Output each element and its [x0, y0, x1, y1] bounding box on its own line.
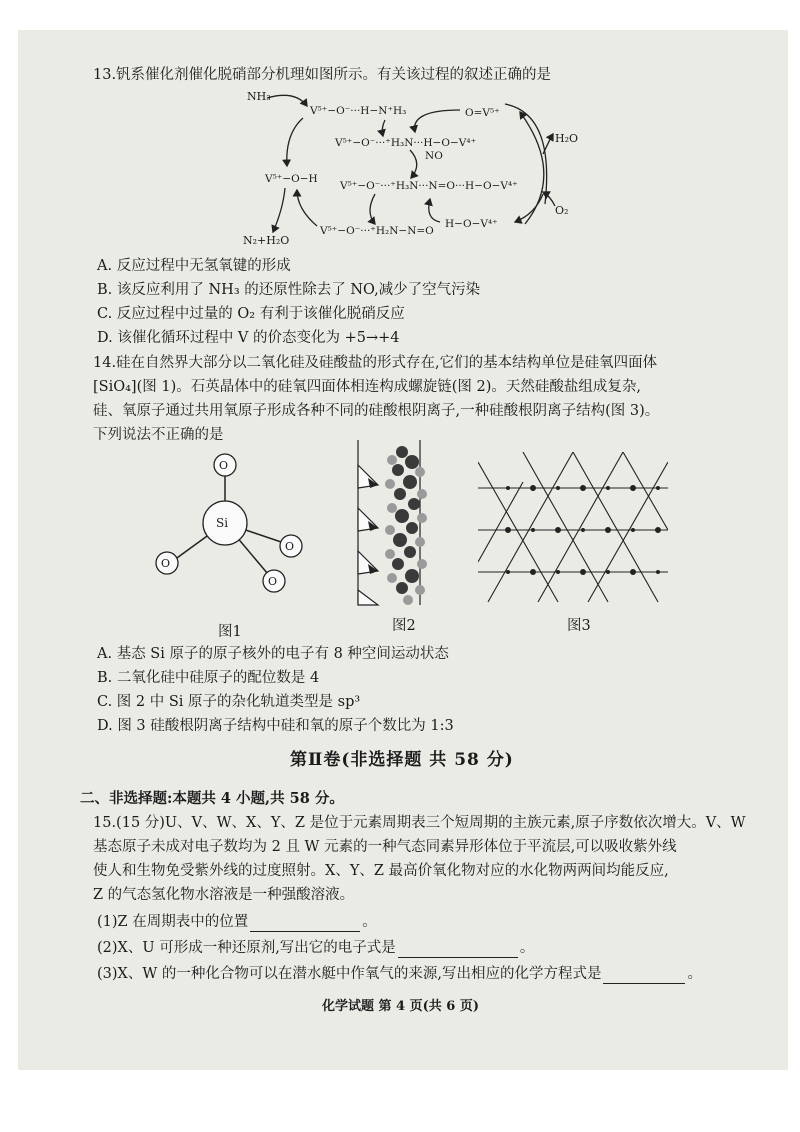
q15-part-2-end: 。 — [519, 940, 535, 956]
q13-option-d: D. 该催化循环过程中 V 的价态变化为 +5→+4 — [97, 330, 400, 346]
q15-part-1-blank[interactable] — [250, 917, 360, 932]
fig2-helical-chain — [350, 440, 460, 610]
section-2-title: 第Ⅱ卷(非选择题 共 58 分) — [290, 750, 514, 770]
q14-option-c: C. 图 2 中 Si 原子的杂化轨道类型是 sp³ — [97, 694, 361, 710]
q15-part-2-blank[interactable] — [398, 943, 518, 958]
q15-part-1-end: 。 — [362, 914, 377, 930]
svg-text:Si: Si — [216, 516, 229, 530]
q15-part-1 — [97, 912, 377, 932]
q14-stem-line-3: 硅、氧原子通过共用氧原子形成各种不同的硅酸根阴离子,一种硅酸根阴离子结构(图 3)。 — [93, 403, 660, 419]
fig1-caption: 图1 — [218, 624, 242, 640]
mech-species-1: V⁵⁺−O⁻···H−N⁺H₃ — [310, 105, 407, 117]
section-2-subtitle: 二、非选择题:本题共 4 小题,共 58 分。 — [80, 790, 344, 807]
svg-text:O: O — [161, 557, 171, 570]
fig3-silicate-network — [478, 452, 668, 612]
q15-line-1: 15.(15 分)U、V、W、X、Y、Z 是位于元素周期表三个短周期的主族元素,原子序数依次增大。V、W — [93, 815, 746, 831]
mech-o-v: O=V⁵⁺ — [465, 107, 500, 119]
fig1-sio4-tetrahedron — [140, 445, 320, 615]
svg-text:O: O — [285, 540, 295, 553]
mech-products: N₂+H₂O — [243, 234, 290, 247]
mech-left-species: V⁵⁺−O−H — [265, 173, 318, 185]
svg-text:O: O — [219, 459, 229, 472]
q15-part-2 — [97, 938, 534, 958]
q15-part-2-text: (2)X、U 可形成一种还原剂,写出它的电子式是 — [97, 940, 396, 956]
q15-line-3: 使人和生物免受紫外线的过度照射。X、Y、Z 最高价氧化物对应的水化物两两间均能反应, — [93, 863, 669, 879]
q15-line-4: Z 的气态氢化物水溶液是一种强酸溶液。 — [93, 887, 355, 903]
q15-part-3-blank[interactable] — [603, 969, 685, 984]
q13-option-c: C. 反应过程中过量的 O₂ 有利于该催化脱硝反应 — [97, 306, 405, 322]
page-footer: 化学试题 第 4 页(共 6 页) — [322, 999, 480, 1014]
mech-nh3: NH₃ — [247, 90, 271, 103]
q13-option-b: B. 该反应利用了 NH₃ 的还原性除去了 NO,减少了空气污染 — [97, 282, 481, 298]
q14-option-d: D. 图 3 硅酸根阴离子结构中硅和氧的原子个数比为 1:3 — [97, 718, 454, 734]
svg-text:O: O — [268, 575, 278, 588]
q13-mechanism-diagram — [225, 84, 595, 254]
q14-stem-line-2: [SiO₄](图 1)。石英晶体中的硅氧四面体相连构成螺旋链(图 2)。天然硅酸盐组成复杂, — [93, 379, 641, 395]
fig2-caption: 图2 — [392, 618, 416, 634]
q15-part-3-end: 。 — [687, 966, 702, 982]
q13-stem: 13.钒系催化剂催化脱硝部分机理如图所示。有关该过程的叙述正确的是 — [93, 67, 552, 83]
q14-stem-line-1: 14.硅在自然界大部分以二氧化硅及硅酸盐的形式存在,它们的基本结构单位是硅氧四面体 — [93, 355, 658, 371]
mech-species-4: V⁵⁺−O⁻···⁺H₂N−N=O — [320, 225, 434, 237]
q15-line-2: 基态原子未成对电子数均为 2 且 W 元素的一种气态同素异形体位于平流层,可以吸收紫外线 — [93, 839, 677, 855]
mech-hov: H−O−V⁴⁺ — [445, 218, 498, 230]
fig3-caption: 图3 — [567, 618, 591, 634]
mech-o2: O₂ — [555, 204, 569, 217]
q15-part-3 — [97, 964, 702, 984]
q15-part-1-text: (1)Z 在周期表中的位置 — [97, 914, 249, 930]
q14-option-a: A. 基态 Si 原子的原子核外的电子有 8 种空间运动状态 — [97, 646, 449, 662]
q14-option-b: B. 二氧化硅中硅原子的配位数是 4 — [97, 670, 320, 686]
q15-part-3-text: (3)X、W 的一种化合物可以在潜水艇中作氧气的来源,写出相应的化学方程式是 — [97, 966, 602, 982]
q14-stem-line-4: 下列说法不正确的是 — [93, 427, 224, 443]
mech-h2o: H₂O — [555, 132, 579, 145]
mech-no: NO — [425, 150, 443, 162]
mech-species-2: V⁵⁺−O⁻···⁺H₃N···H−O−V⁴⁺ — [335, 137, 477, 149]
mech-species-3: V⁵⁺−O⁻···⁺H₃N···N=O···H−O−V⁴⁺ — [340, 180, 518, 192]
q13-option-a: A. 反应过程中无氢氧键的形成 — [97, 258, 291, 274]
